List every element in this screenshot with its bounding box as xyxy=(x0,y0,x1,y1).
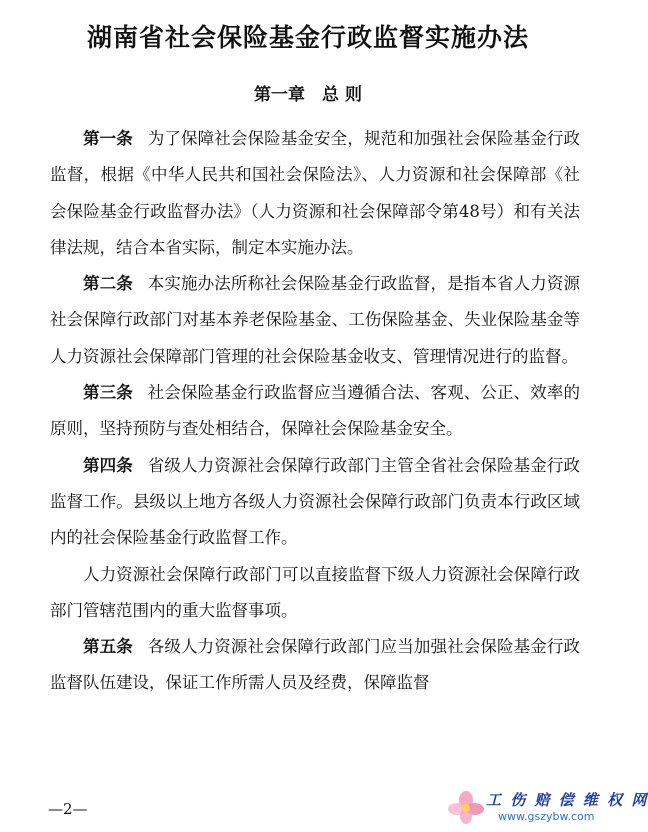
article-text: 省级人力资源社会保障行政部门主管全省社会保险基金行政监督工作。县级以上地方各级人力资源社会保障行政部门负责本行政区域内的社会保险基金行政监督工作。 xyxy=(50,455,581,548)
chapter-heading: 第一章 总 则 xyxy=(254,85,362,105)
article-paragraph xyxy=(50,629,580,702)
article-number: 第一条 xyxy=(83,129,133,148)
article-text: 社会保险基金行政监督应当遵循合法、客观、公正、效率的原则，坚持预防与查处相结合，保障社会保险基金安全。 xyxy=(50,383,581,439)
article-number: 第四条 xyxy=(83,455,133,475)
article-paragraph xyxy=(50,375,580,448)
article-number: 第三条 xyxy=(83,383,133,403)
article-paragraph xyxy=(50,448,580,557)
article-text: 本实施办法所称社会保险基金行政监督，是指本省人力资源社会保障行政部门对基本养老保险基金、工伤保险基金、失业保险基金等人力资源社会保障部门管理的社会保险基金收支、管理情况进行的监督。 xyxy=(50,274,581,366)
article-number: 第二条 xyxy=(83,274,133,294)
article-text: 为了保障社会保险基金安全，规范和加强社会保险基金行政监督，根据《中华人民共和国社会保险法》、人力资源和社会保障部《社会保险基金行政监督办法》（人力资源和社会保障部令第48号）和有关法律法规，结合本省实际，制定本实施办法。 xyxy=(50,129,581,257)
watermark-url: www.gszybw.com xyxy=(498,810,595,823)
article-number: 第五条 xyxy=(83,637,133,657)
document-body xyxy=(50,121,580,702)
document-title: 湖南省社会保险基金行政监督实施办法 xyxy=(86,23,529,52)
site-watermark xyxy=(446,788,648,828)
article-text: 各级人力资源社会保障行政部门应当加强社会保险基金行政监督队伍建设，保证工作所需人员及经费，保障监督 xyxy=(50,637,581,693)
flower-logo-icon xyxy=(446,790,486,826)
continuation-paragraph xyxy=(50,557,580,630)
page-number: —2— xyxy=(48,800,88,818)
article-paragraph xyxy=(50,121,580,266)
watermark-site-name: 工 伤 赔 偿 维 权 网 xyxy=(486,791,648,809)
article-paragraph xyxy=(50,266,580,375)
article-text: 人力资源社会保障行政部门可以直接监督下级人力资源社会保障行政部门管辖范围内的重大监督事项。 xyxy=(50,564,580,620)
